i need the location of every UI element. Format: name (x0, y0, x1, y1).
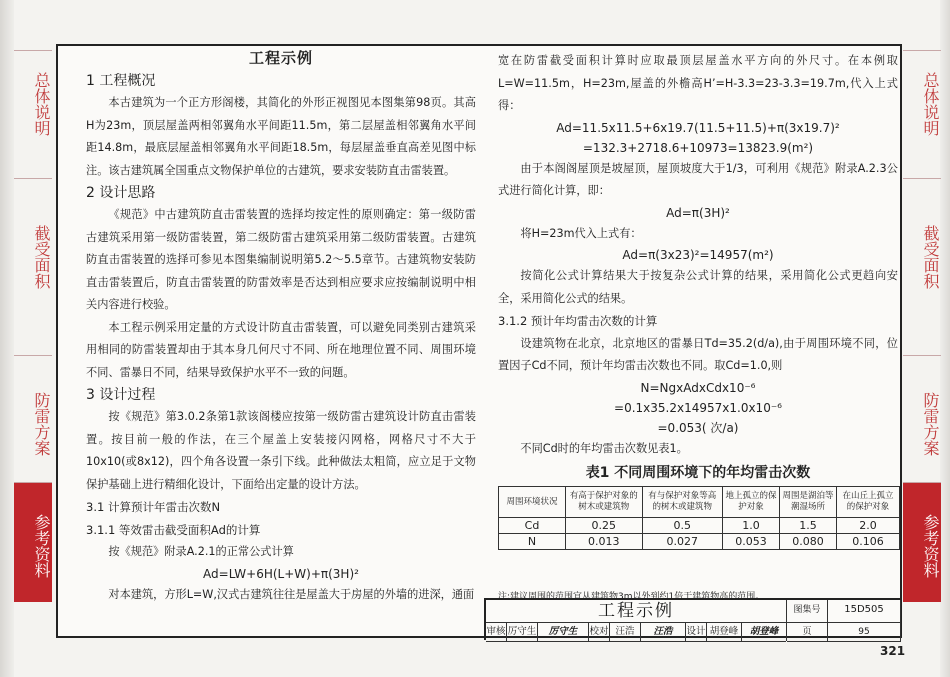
table-title: 表1 不同周围环境下的年均雷击次数 (585, 465, 811, 481)
reviewer-name: 厉守生 (507, 623, 538, 641)
title-block (484, 598, 902, 640)
right-text-5: 设建筑物在北京，北京地区的雷暴日Td=35.2(d/a),由于周围环境不同，位置因子Cd不同，预计年均雷击次数也不同。取Cd=1.0,则 (498, 336, 898, 372)
title-block-title: 工程示例 (486, 600, 787, 623)
signature-row (486, 623, 786, 642)
table-row (499, 518, 900, 534)
table-note: 注:建议周围的范围宜从建筑物3m以外到约1倍于建筑物高的范围。 (498, 592, 765, 602)
table-cell: N (499, 534, 566, 550)
table-header-cell: 地上孤立的保护对象 (723, 487, 780, 518)
book-spine (0, 0, 14, 677)
page-title: 工程示例 (248, 49, 313, 67)
section-2-text-2: 本工程示例采用定量的方式设计防直击雷装置，可以避免同类别古建筑采用相同的防雷装置却由于其本身几何尺寸不同、所在地理位置不同、周围环境不同、雷暴日不同，结果导致保护水平不一致的问题。 (86, 320, 476, 379)
designer-name: 胡登峰 (707, 623, 742, 641)
section-1-heading: 1 工程概况 (86, 73, 156, 89)
right-text-6: 不同Cd时的年均雷击次数见表1。 (520, 441, 688, 455)
right-text-4: 按简化公式计算结果大于按复杂公式计算的结果，采用简化公式更趋向安全，采用简化公式的结果。 (498, 269, 898, 305)
section-1-text: 本古建筑为一个正方形阁楼，其简化的外形正视图见本图集第98页。其高H为23m，顶层屋盖两相邻翼角水平间距11.5m，第二层屋盖相邻翼角水平间距14.8m，最底层屋盖相邻翼角水平间距18.5m，每层屋盖垂直高差见图中标注。该古建筑属全国重点文物保护单位的古建筑，要求安装防直击雷装置。 (86, 96, 476, 177)
table-header-cell: 周围是湖泊等潮湿场所 (780, 487, 837, 518)
table-cell: Cd (499, 518, 566, 534)
equation-ad-result: =132.3+2718.6+10973=13823.9(m²) (582, 140, 814, 155)
page-number-cell: 95 (828, 623, 901, 642)
book-page-number: 321 (880, 644, 906, 658)
table-cell: 0.053 (723, 534, 780, 550)
right-text-2: 由于本阁阁屋顶是坡屋顶，屋顶坡度大于1/3，可利用《规范》附录A.2.3公式进行简化计算，即： (498, 161, 898, 197)
tab-scheme[interactable]: 防雷方案 (14, 355, 52, 485)
tab-scheme-right[interactable]: 防雷方案 (903, 355, 941, 485)
section-2-text-1: 《规范》中古建筑防直击雷装置的选择均按定性的原则确定：第一级防雷古建筑采用第一级防雷装置，第二级防雷古建筑采用第二级防雷装置。古建筑防直击雷装置的选择可参见本图集编制说明第5.2～5.5章节。古建筑物安装防直击雷装置后，防直击雷装置的防雷效率是否达到相应要求应按编制说明中相关内容进行校验。 (86, 208, 476, 311)
subsection-3-1-2: 3.1.2 预计年均雷击次数的计算 (498, 314, 658, 328)
subsection-3-1-1-text: 按《规范》附录A.2.1的正常公式计算 (108, 545, 294, 558)
check-label: 校对 (589, 623, 610, 641)
checker-name: 汪浩 (610, 623, 641, 641)
tab-area-right[interactable]: 截受面积 (903, 178, 941, 328)
equation-simplified: Ad=π(3H)² (666, 205, 730, 220)
right-column (498, 46, 898, 484)
table-row (499, 534, 900, 550)
equation-ad-expanded: Ad=11.5x11.5+6x19.7(11.5+11.5)+π(3x19.7)² (556, 120, 840, 135)
atlas-number: 15D505 (828, 600, 901, 623)
equation-n-1: N=NgxAdxCdx10⁻⁶ (640, 380, 756, 395)
equation-n-3: =0.053( 次/a) (657, 420, 739, 435)
subsection-3-1-1-text-2: 对本建筑，方形L=W,汉式古建筑往往是屋盖大于房屋的外墙的进深，通面 (108, 587, 475, 601)
tab-reference-right[interactable]: 参考资料 (903, 482, 941, 602)
review-label: 审核 (486, 623, 507, 641)
table-cell: 0.25 (566, 518, 643, 534)
design-label: 设计 (686, 623, 707, 641)
right-text-1: 宽在防雷截受面积计算时应取最顶层屋盖水平方向的外尺寸。在本例取L=W=11.5m，H=23m,屋盖的外檐高H’=H-3.3=23-3.3=19.7m,代入上式得： (498, 54, 898, 112)
atlas-label: 图集号 (787, 600, 828, 623)
designer-signature: 胡登峰 (742, 623, 787, 641)
section-3-text: 按《规范》第3.0.2条第1款该阁楼应按第一级防雷古建筑设计防直击雷装置。按目前一般的作法，在三个屋盖上安装接闪网格，网格尺寸不大于10x10(或8x12)，四个角各设置一条引下线。此种做法太粗简，应立足于文物保护基础上进行精细化设计，下面给出定量的设计方法。 (86, 410, 476, 491)
book-edge (940, 0, 950, 677)
table-cell: 1.5 (780, 518, 837, 534)
table-cell: 1.0 (723, 518, 780, 534)
table-header-cell: 周围环境状况 (499, 487, 566, 518)
tab-general-right[interactable]: 总体说明 (903, 50, 941, 150)
table-header-cell: 有高于保护对象的树木或建筑物 (566, 487, 643, 518)
tab-area[interactable]: 截受面积 (14, 178, 52, 328)
lightning-table (498, 486, 900, 550)
page-label: 页 (787, 623, 828, 642)
section-3-heading: 3 设计过程 (86, 387, 156, 403)
tab-reference[interactable]: 参考资料 (14, 482, 52, 602)
table-cell: 0.013 (566, 534, 643, 550)
table-cell: 0.027 (642, 534, 722, 550)
right-text-3: 将H=23m代入上式有： (520, 226, 642, 240)
equation-n-2: =0.1x35.2x14957x1.0x10⁻⁶ (614, 400, 782, 415)
left-column (86, 46, 476, 606)
subsection-3-1-1: 3.1.1 等效雷击截受面积Ad的计算 (86, 522, 261, 537)
table-header-cell: 有与保护对象等高的树木或建筑物 (642, 487, 722, 518)
reviewer-signature: 厉守生 (538, 623, 589, 641)
equation-simplified-result: Ad=π(3x23)²=14957(m²) (622, 248, 774, 262)
table-cell: 0.106 (837, 534, 900, 550)
checker-signature: 汪浩 (641, 623, 686, 641)
table-header-cell: 在山丘上孤立的保护对象 (837, 487, 900, 518)
table-header-row (499, 487, 900, 518)
drawing-frame (56, 44, 902, 638)
subsection-3-1: 3.1 计算预计年雷击次数N (86, 500, 221, 514)
tab-general[interactable]: 总体说明 (14, 50, 52, 150)
table-cell: 2.0 (837, 518, 900, 534)
table-cell: 0.5 (642, 518, 722, 534)
table-cell: 0.080 (780, 534, 837, 550)
section-2-heading: 2 设计思路 (86, 185, 156, 201)
equation-ad: Ad=LW+6H(L+W)+π(3H)² (203, 566, 359, 581)
